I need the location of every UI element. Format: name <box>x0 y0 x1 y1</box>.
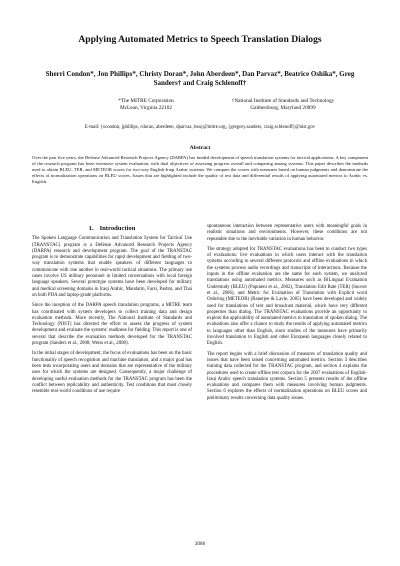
affiliation-address: McLean, Virginia 22102 <box>119 104 172 111</box>
email-line: E-mail: {scondon, jphillips, cdoran, aberdeen, dparvaz, bea}@mitre.org, {gregory.sanders, craig.schlenoff}@nist.gov <box>84 125 316 130</box>
affiliation-mitre <box>98 98 194 112</box>
affiliation-name: †National Institute of Standards and Technology <box>231 98 335 104</box>
paragraph: In the initial stages of development, the focus of evaluations has been on the basic functionality of speech recognition and machine translation, and a major goal has been tests incorporating users and domains that are representative of the military uses for which the systems are designed. Consequently, a major challenge of developing useful evaluation methods for the TRANSTAC program has been the conflict between replicability and authenticity. Test conditions that most closely resemble real-world conditions of use require <box>32 351 192 395</box>
abstract-text: Over the past five years, the Defense Advanced Research Projects Agency (DARPA) has funded development of speech translation systems for tactical applications. A key component of the research program has been extensive system evaluation, with dual objectives of assessing progress overall and comparing among systems. This paper describes the methods used to obtain BLEU, TER, and METEOR scores for two-way English-Iraqi Arabic systems. We compare the scores with measures based on human judgments and demonstrate the effects of normalization operations on BLEU scores. Issues that are highlighted include the quality of test data and differential results of applying automated metrics to Arabic vs. English. <box>32 155 368 184</box>
section-number: 1. <box>88 225 94 232</box>
paragraph: The Spoken Language Communication and Translation System for Tactical Use (TRANSTAC) program is a Defense Advanced Research Projects Agency (DARPA) research and development program. The goal of the TRANSTAC program is to demonstrate capabilities for rapid development and fielding of two-way translation systems that enable speakers of different languages to communicate with one another in real-world tactical situations. The primary use cases involve US military personnel in limited conversations with local foreign language speakers. Several prototype systems have been developed for military and medical screening domains in Iraqi Arabic, Mandarin, Farsi, Pashto, and Thai on both PDA and laptop-grade platforms. <box>32 236 192 298</box>
affiliation-name: *The MITRE Corporation <box>118 98 174 104</box>
left-column <box>32 226 192 399</box>
page-number: 2086 <box>194 541 206 547</box>
abstract-heading: Abstract <box>189 145 211 151</box>
section-title: Introduction <box>99 225 136 232</box>
paper-title: Applying Automated Metrics to Speech Translation Dialogs <box>78 34 322 45</box>
paragraph: Since the inception of the DARPA speech translation programs, a MITRE team has coordinated with system developers to collect training data and design evaluation methods. More recently, The National Institute of Standards and Technology (NIST) has directed the effort to assess the progress of system development and evaluate the systems' readiness for fielding. This report is one of several that describe the evaluation methods developed for the TRANSTAC program (Sanders et al., 2008; Weiss et al., 2008). <box>32 303 192 347</box>
affiliation-nist <box>218 98 348 112</box>
author-list: Sherri Condon*, Jon Phillips*, Christy Doran*, John Aberdeen*, Dan Parvaz*, Beatrice Oshika*, Greg Sanders† and Craig Schlenoff† <box>45 70 355 88</box>
paragraph: spontaneous interaction between representative users with meaningful goals in realistic situations and environments. However, these conditions are not repeatable due to the inevitable variation in human behavior. <box>207 224 367 242</box>
affiliation-address: Gaithersburg, Maryland 20899 <box>250 104 316 111</box>
paragraph: The report begins with a brief discussion of measures of translation quality and issues that have been raised concerning automated metrics. Section 3 describes training data collected for the TRANSTAC program, and section 4 explains the procedures used to create offline test corpora for the 2007 evaluations of English-Iraqi Arabic speech translation systems. Section 5 presents results of the offline evaluations and compares them with measures involving human judgments. Section 6 explores the effects of normalization operations on BLEU scores and preliminary results concerning data quality issues. <box>207 351 367 401</box>
section-heading <box>32 226 192 232</box>
paragraph: The strategy adopted for TRANSTAC evaluations has been to conduct two types of evaluations: live evaluations in which users interact with the translation systems according to several different protocols and offline evaluations in which the systems process audio recordings and transcripts of interactions. Because the inputs in the offline evaluation are the same for each system, we analyzed translations using automated metrics. Measures such as BiLingual Evaluation Understudy (BLEU) (Papineni et al., 2002), Translation Edit Rate (TER) (Snover et al., 2006), and Metric for Evaluation of Translation with Explicit word Ordering (METEOR) (Banerjee & Lavie, 2005) have been developed and widely used for translations of text and broadcast material, which have very different properties than dialog. The TRANSTAC evaluations provide an opportunity to explore the applicability of automated metrics to translation of spoken dialog. The evaluations also offer a chance to study the results of applying automated metrics to languages other than English, since studies of the measures have primarily involved translation to English and other European languages closely related to English. <box>207 246 367 347</box>
right-column <box>207 224 367 406</box>
